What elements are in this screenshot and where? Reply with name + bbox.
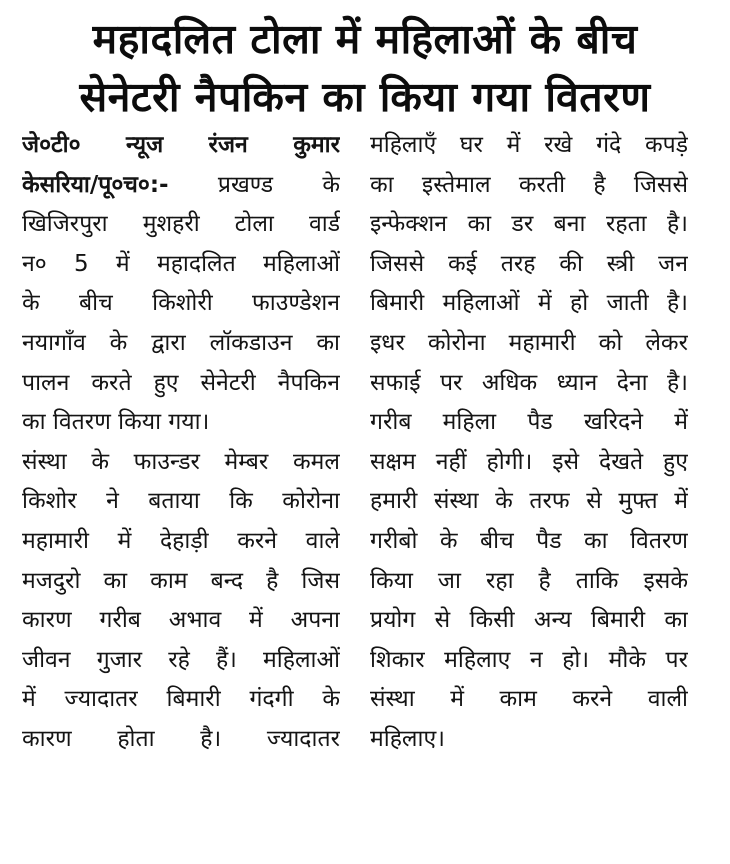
article-column-right xyxy=(370,126,688,760)
article-line-text: प्रखण्ड के xyxy=(217,171,340,198)
article-line: मजदुरो का काम बन्द है जिस xyxy=(22,567,340,594)
article-line: शिकार महिलाए न हो। मौके पर xyxy=(370,646,688,673)
article-line: जिससे कई तरह की स्त्री जन xyxy=(370,250,688,277)
article-line: का वितरण किया गया। xyxy=(22,409,210,436)
article-line: खिजिरपुरा मुशहरी टोला वार्ड xyxy=(22,211,340,238)
article-line: सक्षम नहीं होगी। इसे देखते हुए xyxy=(370,448,688,475)
article-line: बिमारी महिलाओं में हो जाती है। xyxy=(370,290,688,317)
article-line: गरीबो के बीच पैड का वितरण xyxy=(370,527,688,554)
article-line: के बीच किशोरी फाउण्डेशन xyxy=(22,290,340,317)
article-line: गरीब महिला पैड खरिदने में xyxy=(370,409,688,436)
article-line: संस्था के फाउन्डर मेम्बर कमल xyxy=(22,448,340,475)
article-line: न० 5 में महादलित महिलाओं xyxy=(22,250,340,277)
article-line: प्रयोग से किसी अन्य बिमारी का xyxy=(370,607,688,634)
article-line: इन्फेक्शन का डर बना रहता है। xyxy=(370,211,688,238)
article-line: महिलाए। xyxy=(370,725,445,752)
article-line: पालन करते हुए सेनेटरी नैपकिन xyxy=(22,369,340,396)
article-line: हमारी संस्था के तरफ से मुफ्त में xyxy=(370,488,688,515)
article-line: महामारी में देहाड़ी करने वाले xyxy=(22,527,340,554)
article-line: नयागाँव के द्वारा लॉकडाउन का xyxy=(22,329,340,356)
article-line: महिलाएँ घर में रखे गंदे कपड़े xyxy=(370,132,688,158)
article-line xyxy=(22,166,340,206)
byline-dateline: केसरिया/पू०च०:- xyxy=(22,171,169,198)
article-line: किशोर ने बताया कि कोरोना xyxy=(22,488,340,515)
article-column-left xyxy=(22,126,340,760)
article-line: किया जा रहा है ताकि इसके xyxy=(370,567,688,594)
article-line: का इस्तेमाल करती है जिससे xyxy=(370,171,688,198)
article-line: संस्था में काम करने वाली xyxy=(370,686,688,713)
byline-agency: जे०टी० न्यूज रंजन कुमार xyxy=(22,132,340,158)
article-line: में ज्यादातर बिमारी गंदगी के xyxy=(22,686,340,713)
headline-line-2: सेनेटरी नैपकिन का किया गया वितरण xyxy=(79,73,651,121)
article-line: जीवन गुजार रहे हैं। महिलाओं xyxy=(22,646,340,673)
article-line: सफाई पर अधिक ध्यान देना है। xyxy=(370,369,688,396)
article-line: इधर कोरोना महामारी को लेकर xyxy=(370,329,688,356)
headline-line-1: महादलित टोला में महिलाओं के बीच xyxy=(92,15,638,63)
article-line: कारण गरीब अभाव में अपना xyxy=(22,607,340,634)
article-line: कारण होता है। ज्यादातर xyxy=(22,725,340,752)
